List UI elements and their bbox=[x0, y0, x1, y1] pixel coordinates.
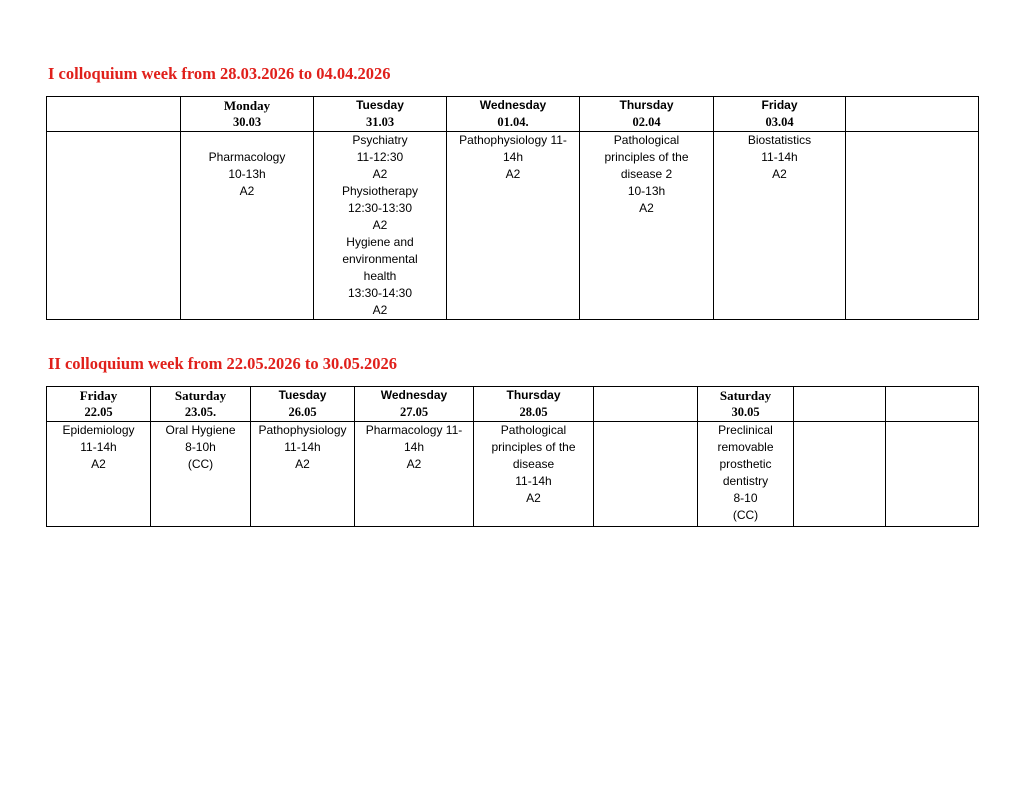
week1-cell-tuesday: Psychiatry 11-12:30 A2 Physiotherapy 12:30-13:30 A2 Hygiene and environmental health 13:30-14:30 A2 bbox=[314, 132, 447, 320]
week1-header-friday: Friday 03.04 bbox=[714, 97, 846, 132]
week1-cell-friday: Biostatistics 11-14h A2 bbox=[714, 132, 846, 320]
week1-cell-thursday: Pathological principles of the disease 2 10-13h A2 bbox=[580, 132, 714, 320]
week1-cell-blank bbox=[47, 132, 181, 320]
week1-cell-wednesday: Pathophysiology 11- 14h A2 bbox=[447, 132, 580, 320]
week2-header-blank-2 bbox=[794, 387, 886, 422]
week1-header-monday: Monday 30.03 bbox=[181, 97, 314, 132]
week2-header-tuesday: Tuesday 26.05 bbox=[251, 387, 355, 422]
week2-cell-saturday-2: Preclinical removable prosthetic dentistry 8-10 (CC) bbox=[698, 422, 794, 527]
week1-header-tuesday: Tuesday 31.03 bbox=[314, 97, 447, 132]
week2-cell-blank-2 bbox=[794, 422, 886, 527]
week1-cell-blank-end bbox=[846, 132, 979, 320]
week1-exam-row bbox=[47, 132, 979, 320]
week1-header-thursday: Thursday 02.04 bbox=[580, 97, 714, 132]
week2-cell-tuesday: Pathophysiology 11-14h A2 bbox=[251, 422, 355, 527]
week2-header-wednesday: Wednesday 27.05 bbox=[355, 387, 474, 422]
week2-header-friday: Friday 22.05 bbox=[47, 387, 151, 422]
week2-cell-blank bbox=[594, 422, 698, 527]
week1-cell-monday: Pharmacology 10-13h A2 bbox=[181, 132, 314, 320]
week2-exam-row bbox=[47, 422, 979, 527]
week2-header-row bbox=[47, 387, 979, 422]
week2-cell-saturday: Oral Hygiene 8-10h (CC) bbox=[151, 422, 251, 527]
week2-heading: II colloquium week from 22.05.2026 to 30.05.2026 bbox=[48, 354, 397, 373]
week1-header-wednesday: Wednesday 01.04. bbox=[447, 97, 580, 132]
week1-header-blank bbox=[47, 97, 181, 132]
week2-header-blank-3 bbox=[886, 387, 979, 422]
week2-cell-wednesday: Pharmacology 11- 14h A2 bbox=[355, 422, 474, 527]
week1-header-row bbox=[47, 97, 979, 132]
week1-table bbox=[46, 96, 979, 320]
week1-header-blank-end bbox=[846, 97, 979, 132]
week2-header-saturday: Saturday 23.05. bbox=[151, 387, 251, 422]
week2-header-blank bbox=[594, 387, 698, 422]
week2-header-saturday-2: Saturday 30.05 bbox=[698, 387, 794, 422]
week2-table bbox=[46, 386, 979, 527]
week2-cell-friday: Epidemiology 11-14h A2 bbox=[47, 422, 151, 527]
week2-header-thursday: Thursday 28.05 bbox=[474, 387, 594, 422]
week2-cell-thursday: Pathological principles of the disease 11-14h A2 bbox=[474, 422, 594, 527]
week2-cell-blank-3 bbox=[886, 422, 979, 527]
week1-heading: I colloquium week from 28.03.2026 to 04.04.2026 bbox=[48, 64, 391, 83]
